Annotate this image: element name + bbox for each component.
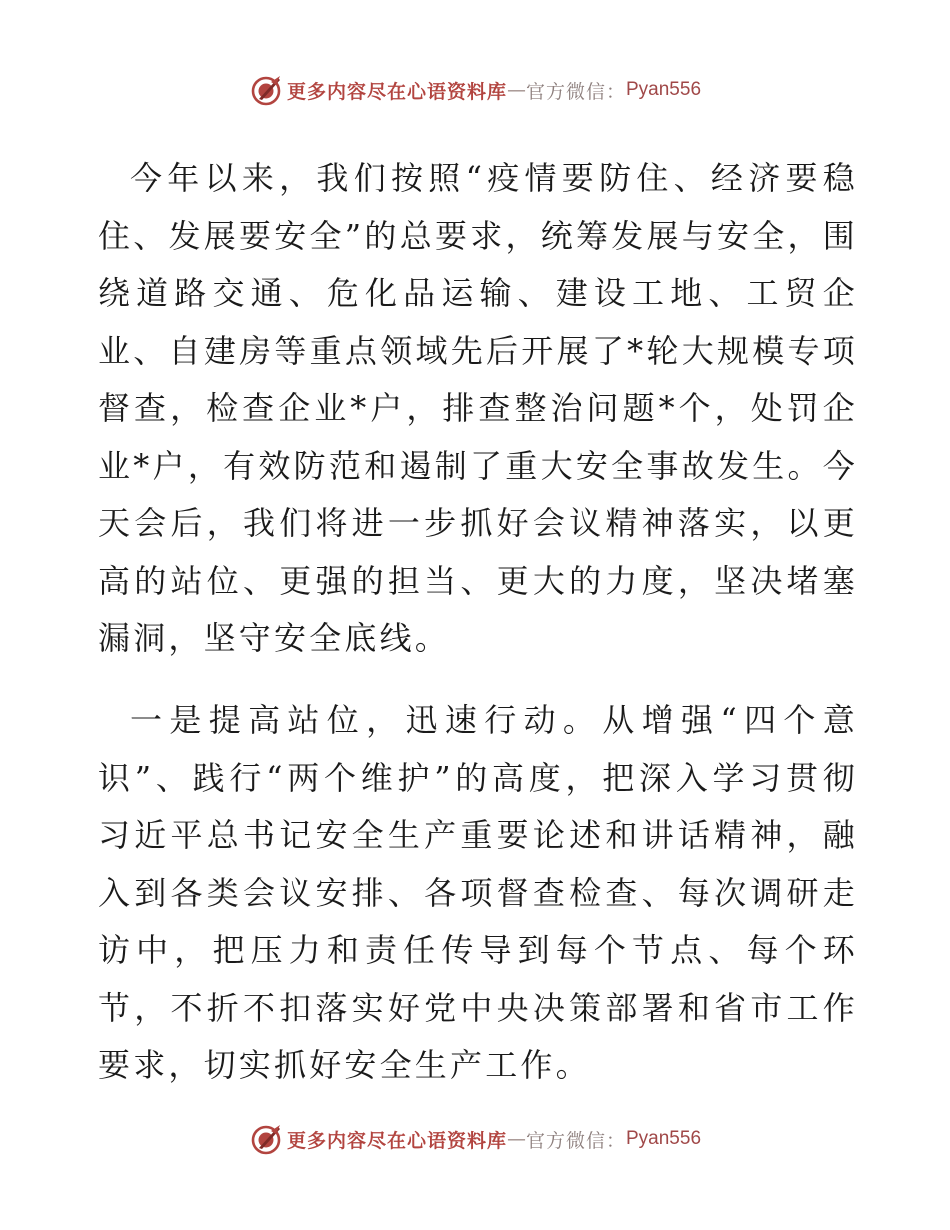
banner-wechat-id: Pyan556	[626, 79, 702, 100]
banner-brand-text: 更多内容尽在心语资料库	[286, 80, 507, 103]
banner-separator: —	[506, 79, 526, 101]
quill-logo-icon	[249, 73, 283, 107]
banner-wechat-label: 官方微信：	[525, 80, 626, 103]
banner-wechat-label: 官方微信：	[525, 1129, 626, 1152]
quill-logo-icon	[249, 1122, 283, 1156]
footer-watermark-banner	[0, 1119, 950, 1159]
body-paragraph-1: 今年以来，我们按照“疫情要防住、经济要稳住、发展要安全”的总要求，统筹发展与安全，围绕道路交通、危化品运输、建设工地、工贸企业、自建房等重点领域先后开展了*轮大规模专项督查，检查企业*户，排查整治问题*个，处罚企业*户，有效防范和遏制了重大安全事故发生。今天会后，我们将进一步抓好会议精神落实，以更高的站位、更强的担当、更大的力度，坚决堵塞漏洞，坚守安全底线。	[98, 159, 858, 657]
banner-separator: —	[506, 1128, 526, 1150]
banner-brand-text: 更多内容尽在心语资料库	[286, 1129, 507, 1152]
body-paragraph-2: 一是提高站位，迅速行动。从增强“四个意识”、践行“两个维护”的高度，把深入学习贯彻习近平总书记安全生产重要论述和讲话精神，融入到各类会议安排、各项督查检查、每次调研走访中，把压力和责任传导到每个节点、每个环节，不折不扣落实好党中央决策部署和省市工作要求，切实抓好安全生产工作。	[98, 701, 858, 1084]
banner-wechat-id: Pyan556	[626, 1128, 702, 1149]
header-watermark-banner	[0, 70, 950, 110]
